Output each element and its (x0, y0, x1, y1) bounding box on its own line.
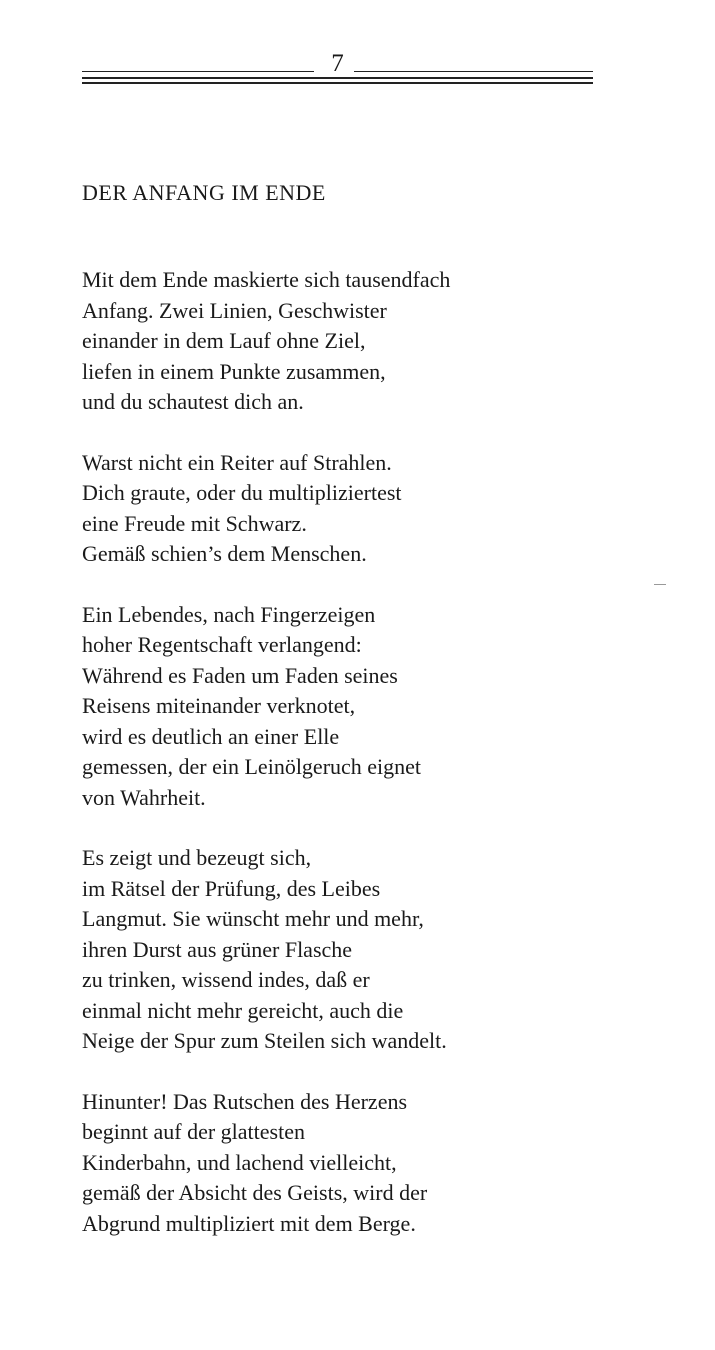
poem-line: zu trinken, wissend indes, daß er (82, 967, 370, 992)
poem-line: ihren Durst aus grüner Flasche (82, 936, 353, 962)
page-number: 7 (331, 50, 344, 77)
poem-line: Anfang. Zwei Linien, Geschwister (82, 297, 387, 323)
poem-body (82, 265, 642, 1239)
poem-line: Abgrund multipliziert mit dem Berge. (82, 1210, 416, 1236)
poem-line: Kinderbahn, und lachend vielleicht, (82, 1149, 397, 1175)
poem-line: gemäß der Absicht des Geists, wird der (82, 1180, 428, 1205)
stanza-2 (82, 448, 642, 570)
poem-line: gemessen, der ein Leinölgeruch eignet (82, 754, 422, 779)
poem-line: einmal nicht mehr gereicht, auch die (82, 997, 404, 1023)
page-header (82, 50, 593, 90)
poem-line: Dich graute, oder du multipliziertest (82, 480, 402, 505)
header-rule-right (354, 71, 593, 72)
poem-line: wird es deutlich an einer Elle (82, 723, 340, 749)
stanza-4 (82, 843, 642, 1057)
poem-line: und du schautest dich an. (82, 389, 304, 414)
poem-title: DER ANFANG IM ENDE (82, 180, 326, 205)
poem-line: von Wahrheit. (82, 784, 206, 810)
poem-line: beginnt auf der glattesten (82, 1119, 305, 1144)
poem-line: im Rätsel der Prüfung, des Leibes (82, 875, 381, 901)
poem-line: Während es Faden um Faden seines (82, 662, 398, 688)
poem-line: Hinunter! Das Rutschen des Herzens (82, 1088, 408, 1114)
margin-mark (654, 584, 666, 585)
poem-line: hoher Regentschaft verlangend: (82, 632, 362, 657)
header-double-rule-bottom (82, 82, 593, 84)
poem-line: eine Freude mit Schwarz. (82, 510, 307, 536)
poem-line: einander in dem Lauf ohne Ziel, (82, 328, 366, 353)
poem-line: Warst nicht ein Reiter auf Strahlen. (82, 449, 392, 475)
poem-line: Langmut. Sie wünscht mehr und mehr, (82, 906, 424, 931)
stanza-5 (82, 1087, 642, 1240)
poem-line: Reisens miteinander verknotet, (82, 693, 356, 718)
stanza-3 (82, 600, 642, 814)
poem-line: Es zeigt und bezeugt sich, (82, 845, 312, 870)
poem-line: Ein Lebendes, nach Fingerzeigen (82, 601, 376, 627)
poem-line: Gemäß schien’s dem Menschen. (82, 541, 367, 566)
poem-line: Mit dem Ende maskierte sich tausendfach (82, 267, 451, 292)
poem-line: Neige der Spur zum Steilen sich wandelt. (82, 1028, 447, 1053)
stanza-1 (82, 265, 642, 418)
header-double-rule-top (82, 77, 593, 79)
poem-line: liefen in einem Punkte zusammen, (82, 358, 386, 384)
